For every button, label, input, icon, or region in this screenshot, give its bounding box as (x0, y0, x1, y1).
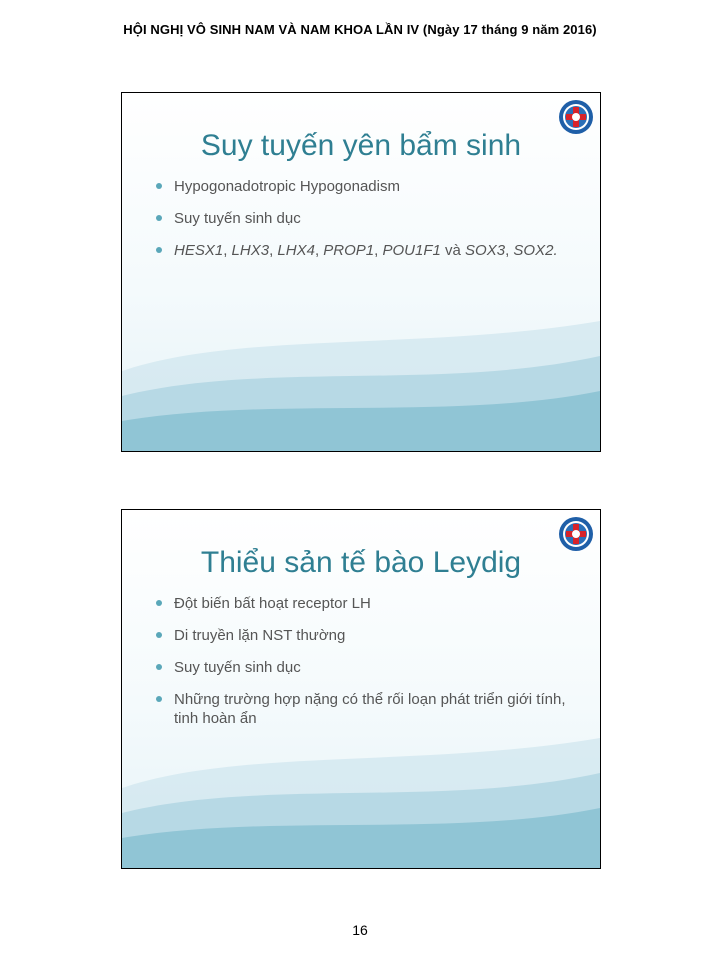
wave-background (122, 311, 600, 451)
list-item (156, 241, 570, 260)
wave-background (122, 728, 600, 868)
list-item (156, 594, 570, 613)
bullet-text (174, 242, 558, 259)
slide-title: Suy tuyến yên bẩm sinh (200, 129, 522, 162)
separator: , (314, 242, 324, 259)
separator: , (505, 242, 514, 259)
gene-name: POU1F1 (382, 242, 441, 259)
list-item (156, 177, 570, 196)
separator: và (440, 242, 466, 259)
bullet-dot-icon (156, 696, 162, 702)
bullet-list (156, 594, 570, 741)
list-item (156, 690, 570, 728)
gene-name: SOX2 (513, 242, 554, 259)
page-header: HỘI NGHỊ VÔ SINH NAM VÀ NAM KHOA LẦN IV (Ngày 17 tháng 9 năm 2016) (123, 22, 597, 37)
slide-1 (121, 92, 601, 452)
gene-name: LHX4 (277, 242, 315, 259)
bullet-list (156, 177, 570, 273)
separator: , (374, 242, 383, 259)
bullet-text: Suy tuyến sinh dục (174, 210, 301, 227)
separator: , (269, 242, 278, 259)
bullet-text: Những trường hợp nặng có thể rối loạn phát triển giới tính, tinh hoàn ẩn (174, 691, 566, 727)
bullet-dot-icon (156, 247, 162, 253)
bullet-dot-icon (156, 183, 162, 189)
gene-name: HESX1 (174, 242, 224, 259)
separator: , (223, 242, 232, 259)
bullet-text: Suy tuyến sinh dục (174, 659, 301, 676)
separator: . (553, 242, 558, 259)
bullet-dot-icon (156, 215, 162, 221)
bullet-dot-icon (156, 632, 162, 638)
bullet-dot-icon (156, 600, 162, 606)
bullet-text: Đột biến bất hoạt receptor LH (174, 595, 371, 612)
list-item (156, 209, 570, 228)
bullet-text: Di truyền lặn NST thường (174, 627, 346, 644)
list-item (156, 626, 570, 645)
gene-name: PROP1 (323, 242, 375, 259)
page-number: 16 (352, 922, 368, 938)
list-item (156, 658, 570, 677)
bullet-dot-icon (156, 664, 162, 670)
gene-name: SOX3 (465, 242, 506, 259)
bullet-text: Hypogonadotropic Hypogonadism (174, 178, 400, 195)
slide-title: Thiểu sản tế bào Leydig (200, 546, 522, 579)
gene-name: LHX3 (231, 242, 270, 259)
slide-2 (121, 509, 601, 869)
